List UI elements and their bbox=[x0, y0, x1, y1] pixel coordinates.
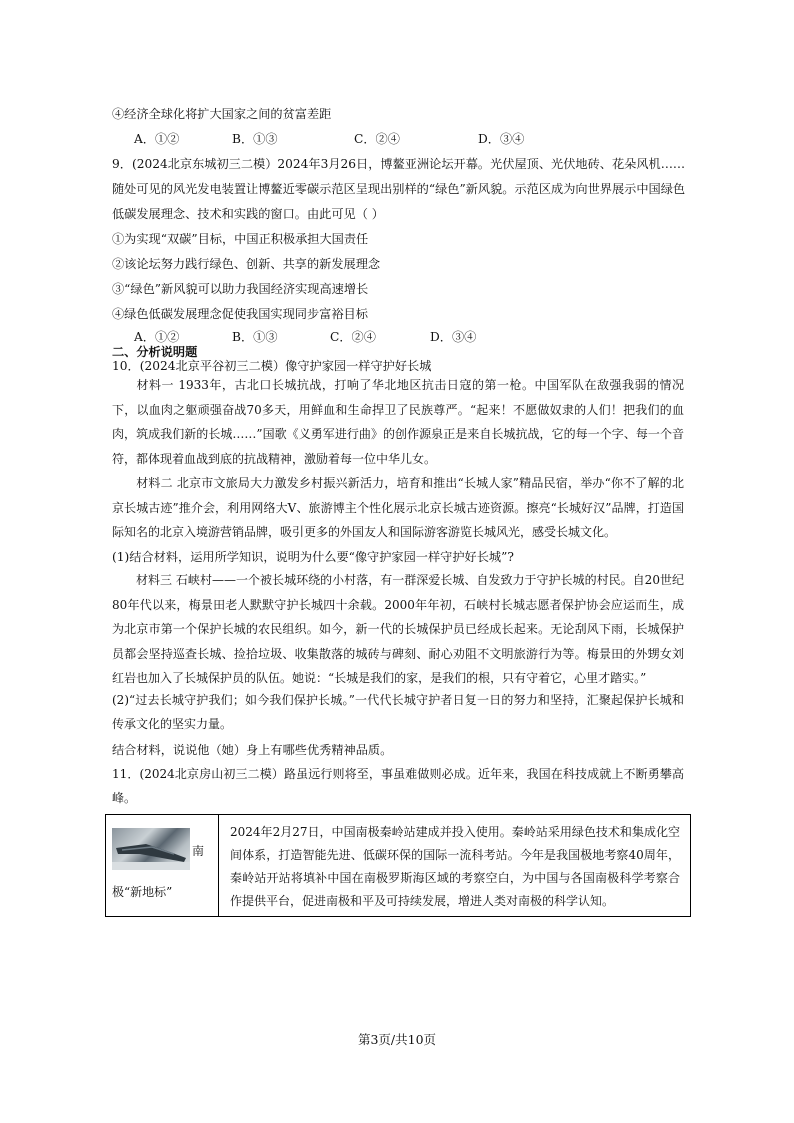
q10-material1 bbox=[112, 373, 684, 471]
q9-item3: ③“绿色”新风貌可以助力我国经济实现高速增长 bbox=[112, 282, 369, 296]
q9-line3: 低碳发展理念、技术和实践的窗口。由此可见（ ） bbox=[112, 207, 384, 221]
q9-option-d: D．③④ bbox=[430, 330, 477, 344]
q10-material2 bbox=[112, 471, 684, 545]
q10-title: 10．(2024北京平谷初三二模）像守护家园一样守护好长城 bbox=[112, 359, 432, 373]
page-footer: 第3页/共10页 bbox=[357, 1032, 437, 1047]
q10-question2b: 结合材料，说说他（她）身上有哪些优秀精神品质。 bbox=[112, 743, 393, 757]
q10-material1-text: 材料一 1933年，古北口长城抗战，打响了华北地区抗击日寇的第一枪。中国军队在敌强我弱的情况下，以血肉之躯顽强奋战70多天，用鲜血和生命捍卫了民族尊严。“起来！不愿做奴隶的人们！把我们的血肉，筑成我们新的长城……”国歌《义勇军进行曲》的创作源泉正是来自长城抗战，它的每一个字、每一个音符，都体现着血战到底的抗战精神，激励着每一位中华儿女。 bbox=[112, 378, 684, 466]
q9-option-c: C．②④ bbox=[330, 330, 376, 344]
q9-option-a: A．①② bbox=[134, 330, 180, 344]
q8-option-c: C．②④ bbox=[354, 132, 400, 146]
q11-table-left-cell bbox=[106, 815, 219, 916]
q8-option-a: A．①② bbox=[134, 132, 180, 146]
q9-line2: 随处可见的风光发电装置让博鳌近零碳示范区呈现出别样的“绿色”新风貌。示范区成为向世界展示中国绿色 bbox=[112, 182, 686, 196]
q10-material2-text: 材料二 北京市文旅局大力激发乡村振兴新活力，培育和推出“长城人家”精品民宿，举办“你不了解的北京长城古迹”推介会，利用网络大V、旅游博主个性化展示北京长城古迹资源。擦亮“长城好汉”品牌，打造国际知名的北京入境游营销品牌，吸引更多的外国友人和国际游客游览长城风光，感受长城文化。 bbox=[112, 476, 684, 539]
q8-option-d: D．③④ bbox=[478, 132, 525, 146]
q9-item1: ①为实现“双碳”目标，中国正积极承担大国责任 bbox=[112, 232, 369, 246]
q10-material3-text: 材料三 石峡村——一个被长城环绕的小村落，有一群深爱长城、自发致力于守护长城的村民。自20世纪80年代以来，梅景田老人默默守护长城四十余载。2000年年初，石峡村长城志愿者保护协会应运而生，成为北京市第一个保护长城的农民组织。如今，新一代的长城保护员已经成长起来。无论刮风下雨，长城保护员都会坚持巡查长城、捡拾垃圾、收集散落的城砖与碑刻、耐心劝阻不文明旅游行为等。梅景田的外甥女刘红岩也加入了长城保护员的队伍。她说：“长城是我们的家，是我们的根，只有守着它，心里才踏实。” bbox=[112, 573, 684, 685]
q11-left-label-a: 南 bbox=[192, 844, 205, 858]
q10-material3 bbox=[112, 568, 684, 691]
q9-item2: ②该论坛努力践行绿色、创新、共享的新发展理念 bbox=[112, 257, 381, 271]
q9-option-b: B．①③ bbox=[232, 330, 278, 344]
q11-title: 11．(2024北京房山初三二模）路虽远行则将至，事虽难做则必成。近年来，我国在科技成就上不断勇攀高峰。 bbox=[112, 767, 684, 805]
q10-question1: (1)结合材料，运用所学知识，说明为什么要“像守护家园一样守护好长城”? bbox=[112, 550, 514, 564]
section-heading: 二、分析说明题 bbox=[112, 345, 198, 359]
q9-item4: ④绿色低碳发展理念促使我国实现同步富裕目标 bbox=[112, 307, 368, 321]
antarctic-station-photo bbox=[112, 828, 190, 870]
q8-option-b: B．①③ bbox=[232, 132, 278, 146]
q11-table bbox=[105, 814, 691, 917]
q11-table-right-cell: 2024年2月27日，中国南极秦岭站建成并投入使用。秦岭站采用绿色技术和集成化空间体系，打造智能先进、低碳环保的国际一流科考站。今年是我国极地考察40周年，秦岭站开站将填补中国在南极罗斯海区域的考察空白，为中国与各国南极科学考察合作提供平台，促进南极和平及可持续发展，增进人类对南极的科学认知。 bbox=[230, 825, 680, 908]
q8-item4: ④经济全球化将扩大国家之间的贫富差距 bbox=[112, 107, 332, 121]
q10-question2: (2)“过去长城守护我们；如今我们保护长城。”一代代长城守护者日复一日的努力和坚持，汇聚起保护长城和传承文化的坚实力量。 bbox=[112, 693, 684, 731]
q9-line1: 9．(2024北京东城初三二模）2024年3月26日，博鳌亚洲论坛开幕。光伏屋顶、光伏地砖、花朵风机…… bbox=[112, 157, 686, 171]
q11-left-label-b: 极“新地标” bbox=[112, 885, 173, 899]
